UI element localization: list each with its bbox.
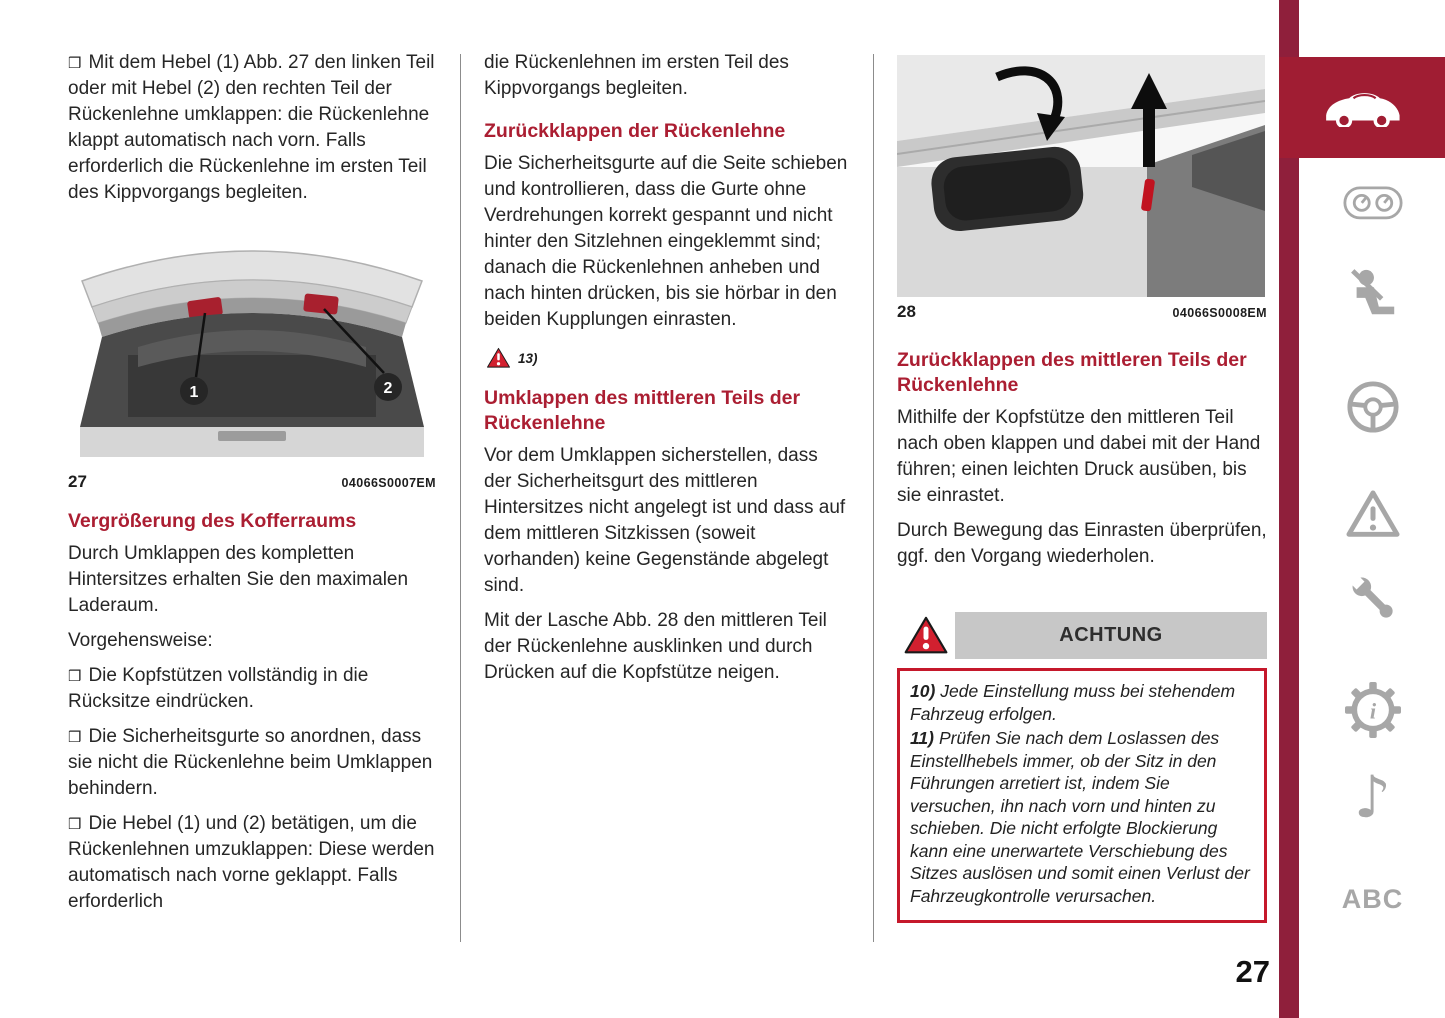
intro-bullet-text: Mit dem Hebel (1) Abb. 27 den linken Teil oder mit Hebel (2) den rechten Teil der Rückenlehne umklappen: die Rückenlehne klappt automatisch nach vorn. Falls erforderlich die Rückenlehne im ersten Teil des Kippvorgangs begleiten. — [68, 52, 435, 203]
caution-item — [910, 727, 1254, 907]
achtung-icon-box — [897, 612, 955, 659]
figure-code: 04066S0007EM — [341, 476, 436, 490]
square-bullet-glyph: ❒ — [68, 815, 82, 833]
paragraph: Vor dem Umklappen sicherstellen, dass der Sicherheitsgurt des mittleren Hintersitzes nicht angelegt ist und dass auf dem mittleren Sitzkissen (soweit vorhanden) keine Gegenstände abgelegt sind. — [484, 445, 846, 596]
sidebar-tab-warnings[interactable] — [1300, 490, 1445, 538]
column-divider — [873, 54, 874, 942]
caution-item — [910, 680, 1254, 725]
bullet-paragraph — [68, 663, 436, 715]
column-1 — [68, 50, 436, 924]
caution-text: Prüfen Sie nach dem Loslassen des Einstellhebels immer, ob der Sitz in den Führungen arretiert ist, indem Sie versuchen, ihn nach vorn und hinten zu schieben. Die nicht erfolgte Blockierung kann eine unerwartete Verschiebung des Sitzes auslösen und somit einen Verlust der Fahrzeugkontrolle verursachen. — [910, 728, 1250, 906]
column-3 — [897, 50, 1267, 923]
section-heading-kofferraum: Vergrößerung des Kofferraums — [68, 510, 357, 532]
headrest-illustration — [897, 55, 1265, 297]
warning-reference — [486, 347, 850, 369]
sidebar-tab-maintenance[interactable] — [1300, 572, 1445, 624]
figure-28-headrest-image — [897, 55, 1267, 322]
paragraph: Vorgehensweise: — [68, 630, 213, 651]
warning-triangle-icon — [486, 347, 511, 369]
section-heading-zurueckklappen: Zurückklappen der Rückenlehne — [484, 120, 786, 142]
square-bullet-glyph: ❒ — [68, 728, 82, 746]
paragraph: Durch Bewegung das Einrasten überprüfen, ggf. den Vorgang wiederholen. — [897, 520, 1267, 567]
sidebar-tab-technical-data[interactable] — [1300, 682, 1445, 738]
callout-1-number: 1 — [189, 384, 199, 401]
paragraph: Mit der Lasche Abb. 28 den mittleren Teil der Rückenlehne ausklinken und durch Drücken auf die Kopfstütze neigen. — [484, 610, 827, 683]
folded-headrest — [929, 144, 1086, 233]
bullet-text: Die Hebel (1) und (2) betätigen, um die Rückenlehnen umzuklappen: Diese werden automatisch nach vorne geklappt. Falls erforderlich — [68, 813, 435, 912]
square-bullet-glyph: ❒ — [68, 667, 82, 685]
sidebar-tab-car-active[interactable] — [1279, 57, 1445, 158]
figure-number: 28 — [897, 302, 916, 321]
sidebar-tab-index[interactable] — [1300, 884, 1445, 915]
car-icon — [1321, 88, 1403, 127]
column-divider — [460, 54, 461, 942]
achtung-label: ACHTUNG — [1059, 624, 1163, 646]
paragraph: Durch Umklappen des kompletten Hintersitzes erhalten Sie den maximalen Laderaum. — [68, 543, 409, 616]
warning-triangle-icon — [903, 615, 949, 656]
section-heading-umklappen: Umklappen des mittleren Teils der Rückenlehne — [484, 387, 801, 434]
sidebar-tab-safety[interactable] — [1300, 268, 1445, 322]
seatbelt-airbag-icon — [1346, 268, 1400, 322]
music-note-icon: ♪ — [1353, 763, 1391, 831]
paragraph-continuation: die Rückenlehnen im ersten Teil des Kippvorgangs begleiten. — [484, 52, 789, 99]
sidebar-tab-multimedia[interactable] — [1300, 763, 1445, 831]
abc-label: ABC — [1341, 884, 1404, 914]
paragraph: Mithilfe der Kopfstütze den mittleren Teil nach oben klappen und dabei mit der Hand führen; einen leichten Druck ausüben, bis sie einrastet. — [897, 407, 1261, 506]
caution-number: 11) — [910, 728, 934, 748]
bullet-paragraph — [68, 811, 436, 915]
bullet-paragraph — [68, 724, 436, 802]
trunk-illustration — [68, 215, 436, 467]
caution-text: Jede Einstellung muss bei stehendem Fahrzeug erfolgen. — [910, 681, 1236, 724]
page-number: 27 — [1235, 954, 1270, 989]
sidebar-tab-dashboard[interactable] — [1300, 186, 1445, 220]
achtung-title-area — [955, 612, 1267, 659]
bullet-text: Die Sicherheitsgurte so anordnen, dass sie nicht die Rückenlehne beim Umklappen behindern. — [68, 726, 433, 799]
square-bullet-glyph: ❒ — [68, 54, 82, 72]
figure-27-trunk-image — [68, 215, 436, 492]
figure-27-caption — [68, 472, 436, 492]
column-2 — [484, 50, 850, 695]
gear-info-icon — [1345, 682, 1401, 738]
figure-number: 27 — [68, 472, 87, 491]
callout-2-number: 2 — [383, 380, 393, 397]
warning-triangle-icon — [1346, 490, 1400, 538]
wrench-icon — [1347, 572, 1399, 624]
figure-28-caption — [897, 302, 1267, 322]
paragraph: Die Sicherheitsgurte auf die Seite schieben und kontrollieren, dass die Gurte ohne Verdrehungen korrekt gespannt und nicht hinter den Sitzlehnen eingeklemmt sind; danach die Rückenlehnen anheben und nach hinten drücken, bis sie hörbar in den beiden Kupplungen einrasten. — [484, 153, 848, 330]
steering-wheel-icon — [1346, 380, 1400, 434]
achtung-header-bar — [897, 612, 1267, 659]
bullet-paragraph — [68, 50, 436, 206]
dashboard-icon — [1343, 186, 1403, 220]
figure-code: 04066S0008EM — [1172, 306, 1267, 320]
svg-text:i: i — [1369, 698, 1376, 724]
caution-number: 10) — [910, 681, 936, 701]
bullet-text: Die Kopfstützen vollständig in die Rücksitze eindrücken. — [68, 665, 369, 712]
caution-box — [897, 668, 1267, 923]
sidebar-tab-steering[interactable] — [1300, 380, 1445, 434]
warning-ref-number: 13) — [518, 350, 538, 366]
section-heading-mittlerer-teil: Zurückklappen des mittleren Teils der Rückenlehne — [897, 349, 1247, 396]
